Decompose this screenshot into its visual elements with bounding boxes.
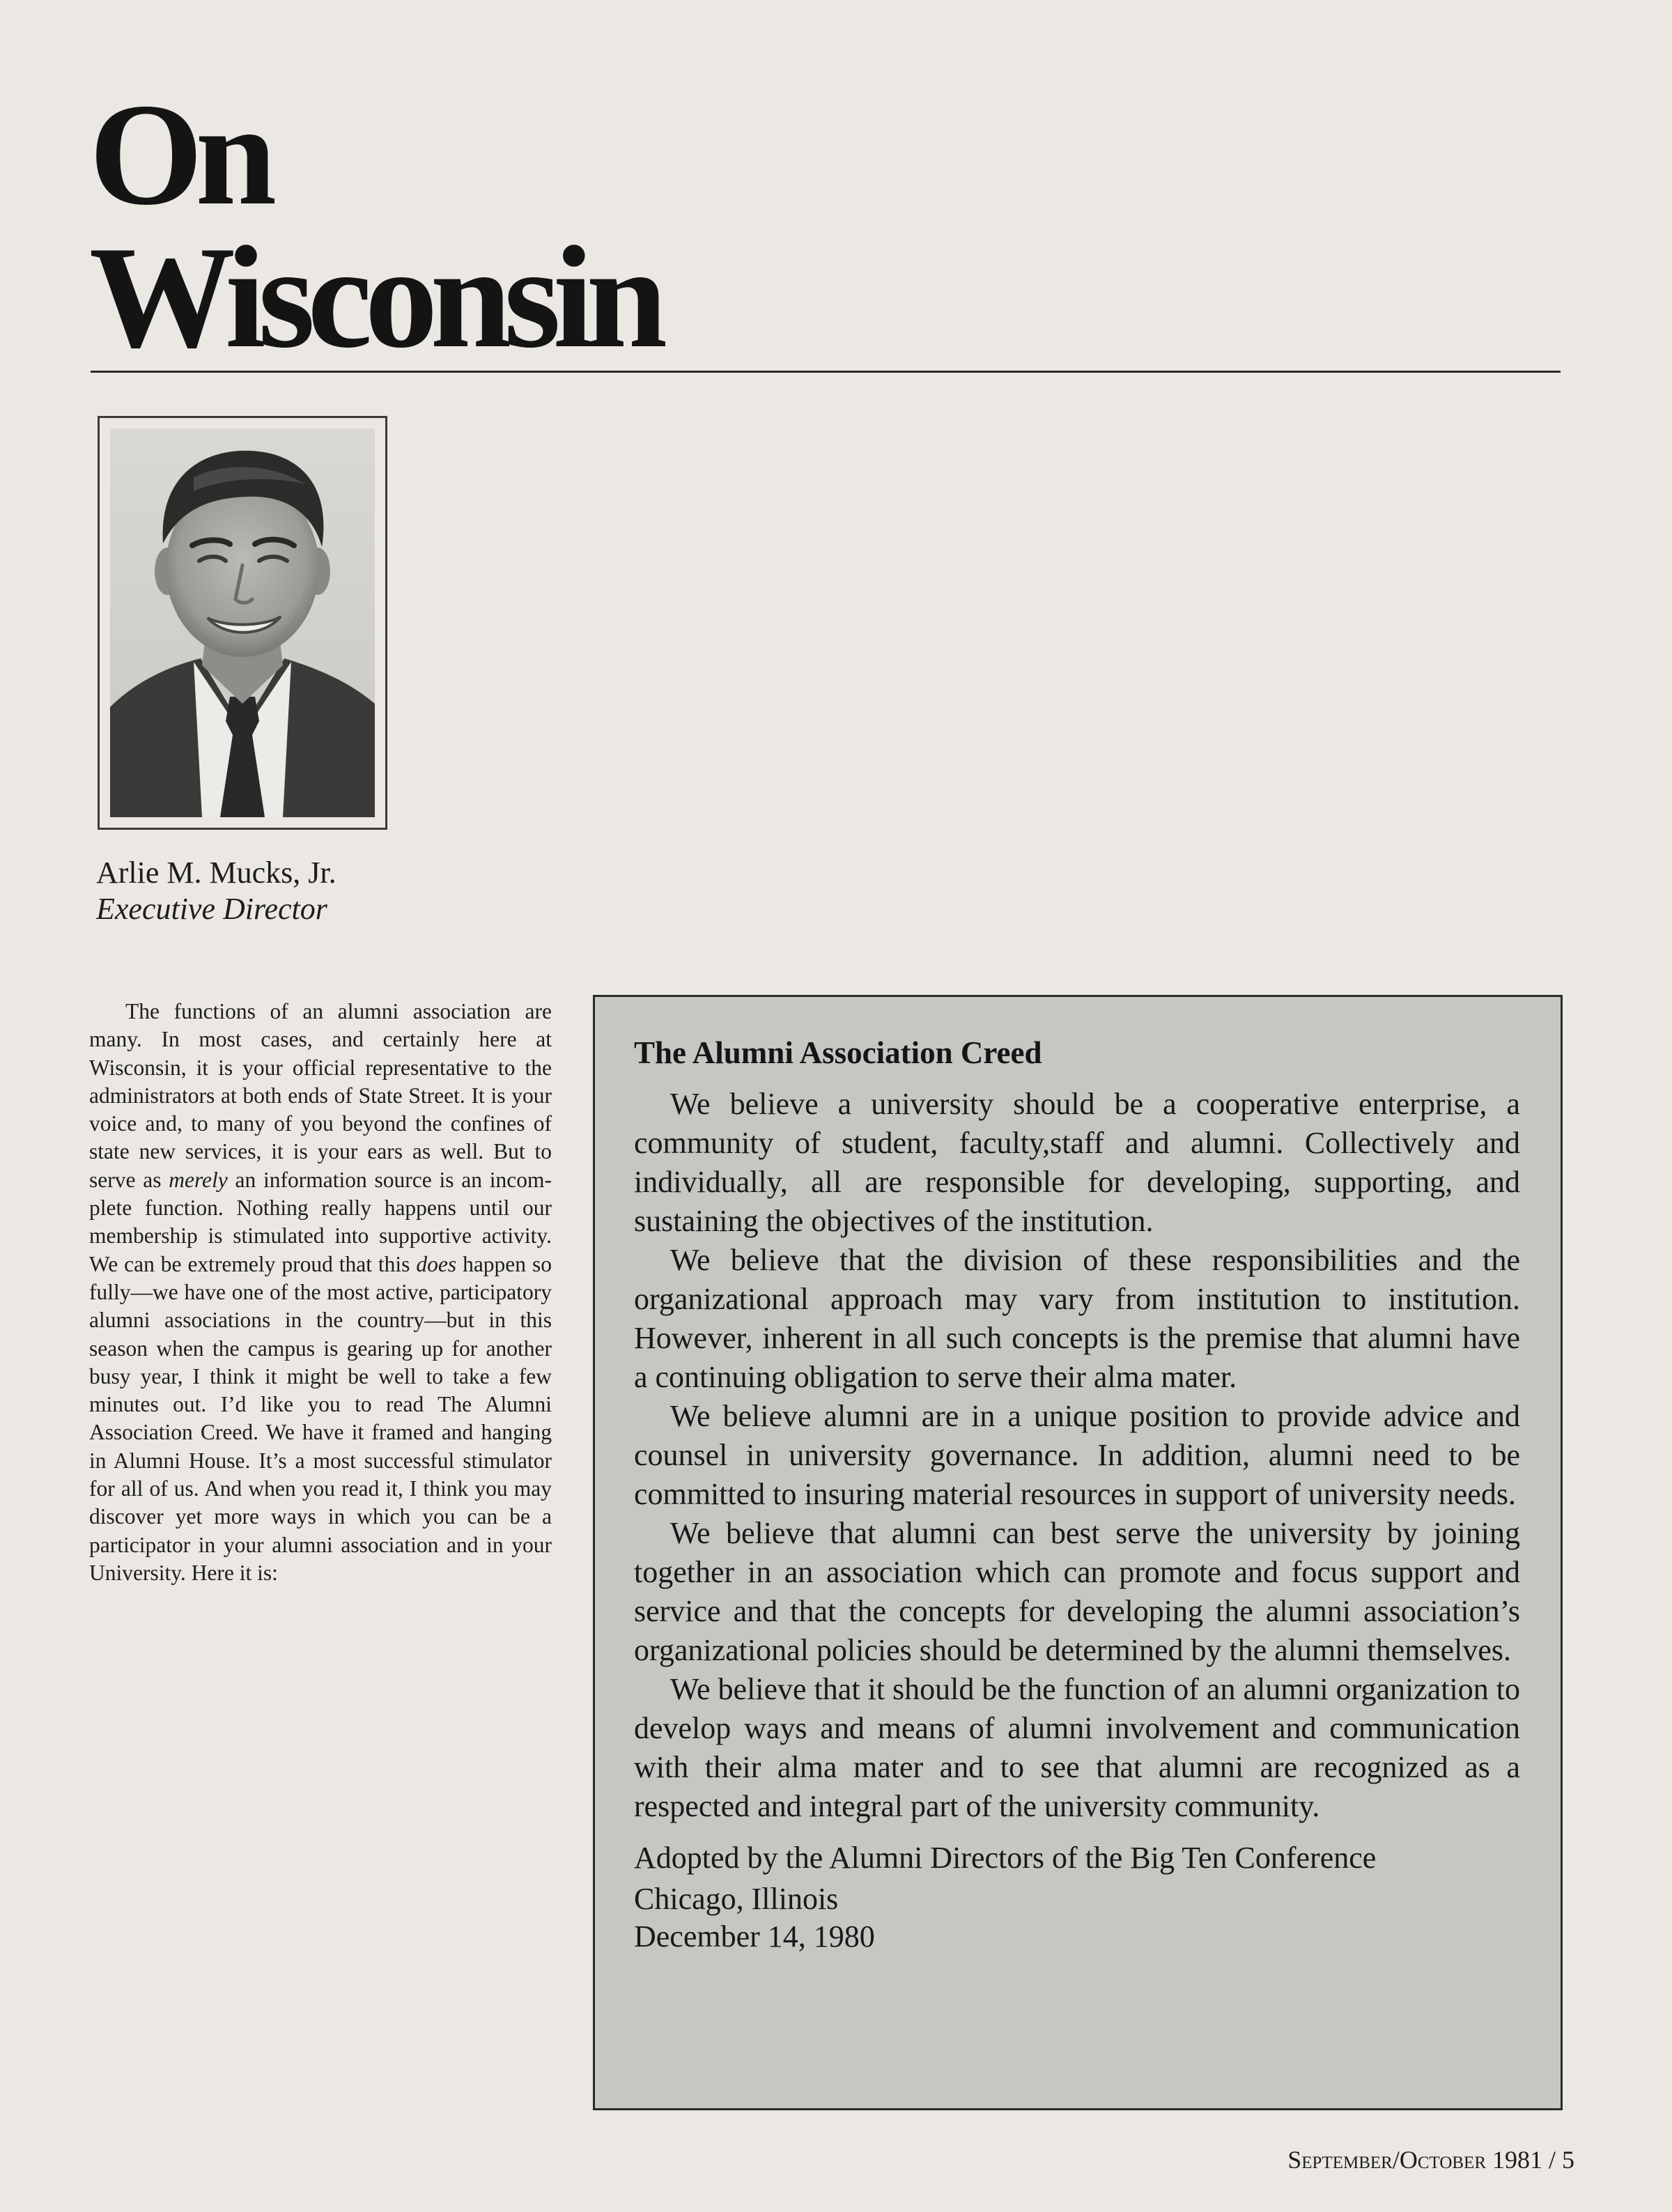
portrait-caption-title: Executive Director (96, 892, 327, 926)
masthead-line-2: Wisconsin (89, 217, 660, 378)
intro-text-part-1: The functions of an alumni association are many. In most cases, and certainly here at Wisconsin, it is your official representative to the administrators at both ends of State Street. It is your voice and, to many of you beyond the confines of state new services, it is your ears as well. But to serve as (89, 999, 552, 1192)
masthead-line-1: On (89, 74, 270, 235)
creed-paragraph: We believe that the division of these responsibilities and the organizational approach may vary from institution to institution. However, inherent in all such concepts is the premise that alumni have a continuing obligation to serve their alma mater. (634, 1243, 1520, 1394)
creed-paragraph: We believe that alumni can best serve the university by joining together in an association which can promote and focus support and service and that the concepts for developing the alumni association’s organizational policies should be determined by the alumni themselves. (634, 1516, 1520, 1667)
page-folio: September/October 1981 / 5 (1287, 2146, 1574, 2174)
creed-location: Chicago, Illinois (634, 1882, 839, 1916)
intro-text-part-2: an information source is an incomplete function. Nothing really happens until our membership is stimulated into supportive activity. We can be extremely proud that this (89, 1167, 552, 1276)
creed-date: December 14, 1980 (634, 1919, 875, 1954)
masthead-rule (91, 371, 1561, 373)
creed-heading: The Alumni Association Creed (634, 1035, 1042, 1070)
creed-paragraph: We believe alumni are in a unique position to provide advice and counsel in university governance. In addition, alumni need to be committed to insuring material resources in support of university needs. (634, 1399, 1520, 1511)
portrait-photo (110, 428, 375, 817)
creed-paragraph: We believe that it should be the function of an alumni organization to develop ways and means of alumni involvement and communication with their alma mater and to see that alumni are recognized as a respected and integral part of the university community. (634, 1672, 1520, 1823)
creed-paragraph: We believe a university should be a cooperative enterprise, a community of student, faculty,staff and alumni. Collectively and individually, all are responsible for developing, supporting, and sustaining the objectives of the institution. (634, 1087, 1520, 1238)
portrait-frame (98, 416, 387, 830)
masthead-title (89, 74, 856, 378)
intro-emphasis-merely: merely (169, 1167, 228, 1192)
creed-box (593, 995, 1563, 2110)
creed-adopted-by: Adopted by the Alumni Directors of the Big Ten Conference (634, 1841, 1377, 1875)
creed-attribution (634, 1836, 1520, 1956)
intro-text-part-3: happen so fully—we have one of the most active, participatory alumni associations in the country—but in this season when the campus is gearing up for another busy year, I think it might be well to take a few minutes out. I’d like you to read The Alumni Association Creed. We have it framed and hanging in Alumni House. It’s a most successful stimulator for all of us. And when you read it, I think you may discover yet more ways in which you can be a participator in your alumni association and in your University. Here it is: (89, 1251, 552, 1585)
intro-emphasis-does: does (416, 1251, 457, 1276)
portrait-caption-name: Arlie M. Mucks, Jr. (96, 856, 336, 890)
intro-column (89, 998, 552, 1587)
